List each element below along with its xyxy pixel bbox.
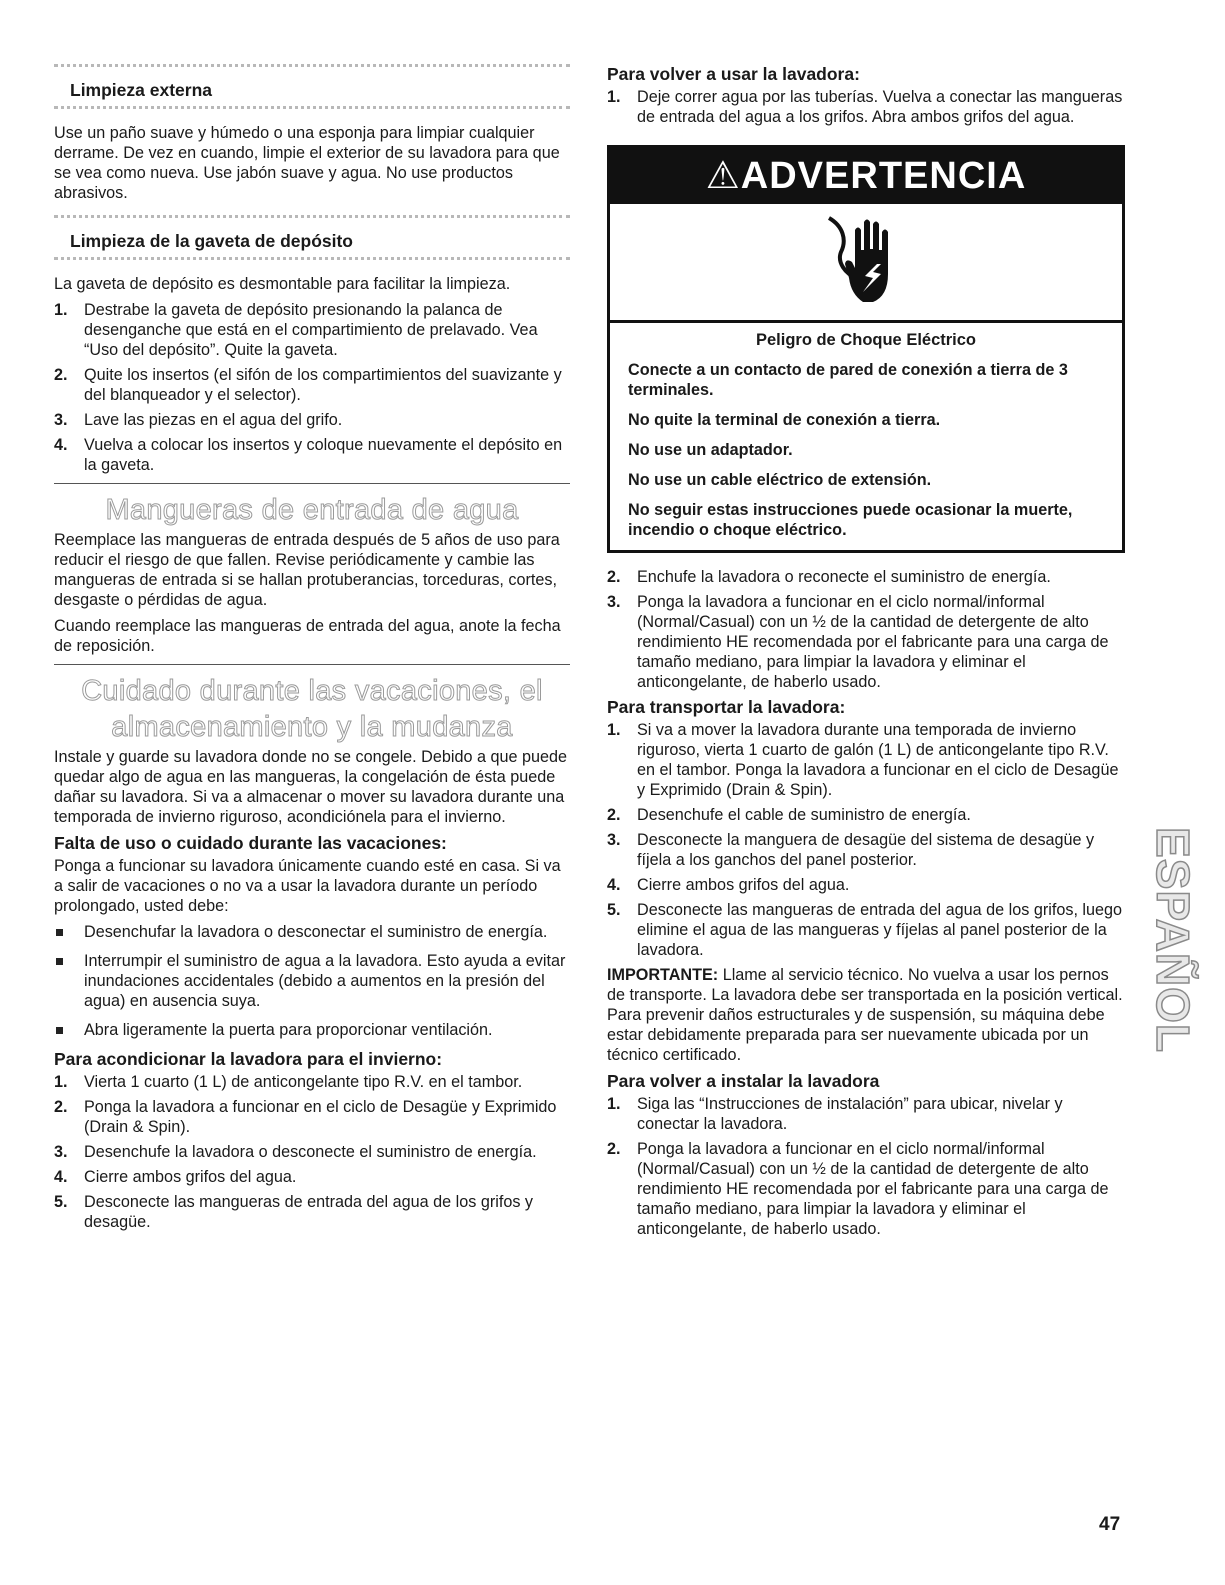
reuse-steps-list-continued [607,567,1125,692]
dotted-rule [54,215,570,222]
warning-line: No quite la terminal de conexión a tierra. [628,411,941,429]
list-item: Abra ligeramente la puerta para proporcionar ventilación. [54,1020,570,1040]
drawer-steps-list [54,300,570,475]
care-paragraph: Instale y guarde su lavadora donde no se congele. Debido a que puede quedar algo de agua en las mangueras, la congelación de ésta puede dañar su lavadora. Si va a almacenar o mover su lavadora durante una temporada de invierno riguroso, acondiciónela para el invierno. [54,748,567,826]
warning-line: No use un cable eléctrico de extensión. [628,471,932,489]
page-number: 47 [1099,1514,1121,1535]
list-item: 1. Deje correr agua por las tuberías. Vuelva a conectar las mangueras de entrada del agua a los grifos. Abra ambos grifos del agua. [607,88,1123,126]
hoses-paragraph-2: Cuando reemplace las mangueras de entrada del agua, anote la fecha de reposición. [54,617,561,655]
hoses-section-heading: Mangueras de entrada de agua [105,494,519,526]
language-tab-label: ESPAÑOL [1147,827,1200,1053]
reinstall-heading: Para volver a instalar la lavadora [607,1071,880,1091]
bullet-square [56,1027,63,1034]
important-note [607,965,1125,1065]
warning-line: Conecte a un contacto de pared de conexión a tierra de 3 terminales. [628,361,1068,399]
warning-title-bar [610,148,1122,204]
list-item: 5. Desconecte las mangueras de entrada del agua de los grifos y desagüe. [54,1193,534,1231]
list-item: 2. Desenchufe el cable de suministro de energía. [607,806,971,824]
hazard-title: Peligro de Choque Eléctrico [755,331,977,349]
care-section-heading-line-1: Cuidado durante las vacaciones, el [81,675,543,707]
section-divider [54,483,570,484]
warning-line: No use un adaptador. [628,441,793,459]
list-item: 5. Desconecte las mangueras de entrada del agua de los grifos, luego elimine el agua de las mangueras y fíjelas al panel posterior de la lavadora. [607,901,1123,959]
care-section-heading-line-2: almacenamiento y la mudanza [111,711,513,743]
external-cleaning-heading: Limpieza externa [70,80,212,100]
hoses-paragraph-1: Reemplace las mangueras de entrada después de 5 años de uso para reducir el riesgo de que fallen. Revise periódicamente y cambie las mangueras de entrada si se hallan protuberancias, torceduras, cortes, desgaste o pérdidas de agua. [54,531,560,609]
dotted-rule [54,257,570,264]
left-column [54,64,570,1237]
list-item: 3. Desconecte la manguera de desagüe del sistema de desagüe y fíjela a los ganchos del panel posterior. [607,831,1095,869]
vacation-paragraph: Ponga a funcionar su lavadora únicamente cuando esté en casa. Si va a salir de vacaciones o no va a usar la lavadora durante un período prolongado, usted debe: [54,857,561,915]
reuse-steps-list [607,87,1125,127]
list-item: 4. Cierre ambos grifos del agua. [54,1168,297,1186]
list-item: 2. Quite los insertos (el sifón de los compartimientos del suavizante y del blanqueador y el selector). [54,366,562,404]
list-item: 3. Lave las piezas en el agua del grifo. [54,411,343,429]
transport-heading: Para transportar la lavadora: [607,697,846,717]
electric-shock-hand-icon [610,204,1122,323]
warning-box [607,145,1125,553]
list-item: 4. Vuelva a colocar los insertos y coloque nuevamente el depósito en la gaveta. [54,436,563,474]
bullet-square [56,958,63,965]
warning-line: No seguir estas instrucciones puede ocasionar la muerte, incendio o choque eléctrico. [628,501,1073,539]
list-item: 4. Cierre ambos grifos del agua. [607,876,850,894]
warning-triangle-icon: ⚠ [705,155,741,197]
list-item: 2. Enchufe la lavadora o reconecte el suministro de energía. [607,568,1051,586]
warning-title: ADVERTENCIA [740,155,1027,197]
drawer-intro: La gaveta de depósito es desmontable para facilitar la limpieza. [54,275,511,293]
vacation-heading: Falta de uso o cuidado durante las vacaciones: [54,833,447,853]
winterize-steps-list [54,1072,570,1232]
vacation-bullet-list [54,922,570,1040]
list-item: 1. Vierta 1 cuarto (1 L) de anticongelante tipo R.V. en el tambor. [54,1073,523,1091]
external-cleaning-paragraph: Use un paño suave y húmedo o una esponja para limpiar cualquier derrame. De vez en cuando, limpie el exterior de su lavadora para que se vea como nueva. Use jabón suave y agua. No use productos abrasivos. [54,124,560,202]
bullet-square [56,929,63,936]
section-divider [54,664,570,665]
list-item: 3. Ponga la lavadora a funcionar en el ciclo normal/informal (Normal/Casual) con un ½ de la cantidad de detergente de alto rendimiento HE recomendada por el fabricante para una carga de tamaño mediano, para limpiar la lavadora y eliminar el anticongelante, de haberlo usado. [607,593,1109,691]
list-item: Desenchufar la lavadora o desconectar el suministro de energía. [54,922,570,942]
reinstall-steps-list [607,1094,1125,1239]
language-side-tab [1143,820,1203,1060]
list-item: 2. Ponga la lavadora a funcionar en el ciclo de Desagüe y Exprimido (Drain & Spin). [54,1098,557,1136]
list-item: 1. Siga las “Instrucciones de instalación” para ubicar, nivelar y conectar la lavadora. [607,1095,1063,1133]
important-text: Llame al servicio técnico. No vuelva a usar los pernos de transporte. La lavadora debe ser transportada en la posición vertical. Para prevenir daños estructurales y de suspensión, su máquina debe estar debidamente preparada para ser nuevamente ubicada por un técnico certificado. [607,966,1123,1064]
important-label: IMPORTANTE: [607,966,719,984]
list-item: 1. Destrabe la gaveta de depósito presionando la palanca de desenganche que está en el compartimiento de prelavado. Vea “Uso del depósito”. Quite la gaveta. [54,301,538,359]
drawer-cleaning-heading: Limpieza de la gaveta de depósito [70,231,353,251]
winterize-heading: Para acondicionar la lavadora para el invierno: [54,1049,443,1069]
warning-body [610,323,1122,550]
dotted-rule [54,64,570,71]
transport-steps-list [607,720,1125,960]
reuse-heading: Para volver a usar la lavadora: [607,64,860,84]
list-item: 3. Desenchufe la lavadora o desconecte el suministro de energía. [54,1143,537,1161]
list-item: 2. Ponga la lavadora a funcionar en el ciclo normal/informal (Normal/Casual) con un ½ de la cantidad de detergente de alto rendimiento HE recomendada por el fabricante para una carga de tamaño mediano, para limpiar la lavadora y eliminar el anticongelante, de haberlo usado. [607,1140,1109,1238]
right-column [607,64,1125,1244]
dotted-rule [54,106,570,113]
list-item: Interrumpir el suministro de agua a la lavadora. Esto ayuda a evitar inundaciones accidentales (debido a aumentos en la presión del agua) en ausencia suya. [54,951,570,1011]
list-item: 1. Si va a mover la lavadora durante una temporada de invierno riguroso, vierta 1 cuarto de galón (1 L) de anticongelante tipo R.V. en el tambor. Ponga la lavadora a funcionar en el ciclo de Desagüe y Exprimido (Drain & Spin). [607,721,1119,799]
